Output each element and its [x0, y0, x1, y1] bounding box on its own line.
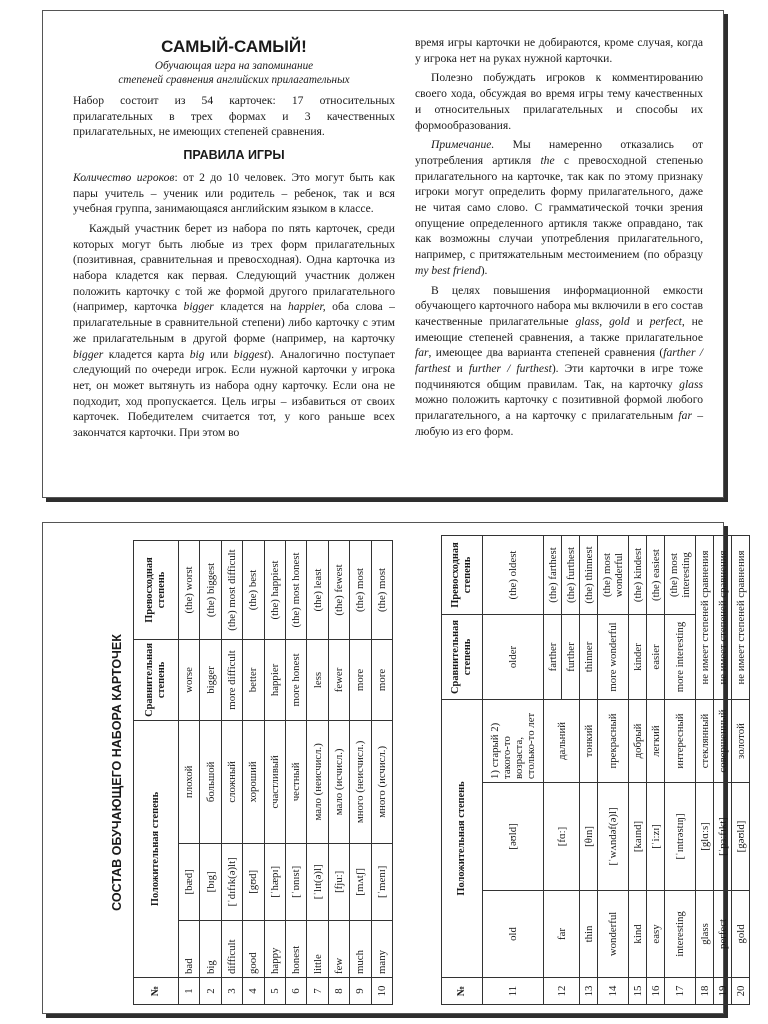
- table-cell: добрый: [629, 700, 647, 783]
- table-row: [371, 541, 392, 1005]
- table-cell: more difficult: [221, 640, 242, 721]
- table-cell: не имеет степеней сравнения: [696, 536, 714, 700]
- table-cell: old: [483, 890, 544, 977]
- left-column: [73, 37, 395, 441]
- table-cell: [ˈmenɪ]: [371, 843, 392, 920]
- text-span: further / furthest: [468, 362, 552, 376]
- text-span: farther / farthest: [415, 346, 703, 376]
- table-row: [544, 536, 562, 1005]
- continuation-paragraph: время игры карточки не добираются, кроме случая, когда у игрока нет на руках нужной карточки.: [415, 36, 703, 65]
- table-row: [598, 536, 629, 1005]
- table-cell: 15: [629, 978, 647, 1005]
- table-cell: [ˈlɪt(ə)l]: [307, 843, 328, 920]
- table-cell: easy: [647, 890, 665, 977]
- table-row: [200, 541, 221, 1005]
- table-cell: (the) worst: [179, 541, 200, 640]
- table-cell: little: [307, 920, 328, 977]
- table-cell: [bɪg]: [200, 843, 221, 920]
- table-cell: 7: [307, 978, 328, 1005]
- table-cell: много (исчисл.): [371, 720, 392, 843]
- text-span: bigger: [73, 347, 104, 361]
- table-cell: difficult: [221, 920, 242, 977]
- table-cell: (the) farthest: [544, 536, 562, 615]
- text-span: кладется карта: [108, 347, 185, 361]
- table-row: [221, 541, 242, 1005]
- text-span: можно положить карточку с позитивной формой любого прилагательного, а на карточку с прилагательным: [415, 393, 703, 423]
- table-cell: much: [350, 920, 371, 977]
- right-column: [415, 35, 703, 440]
- table-cell: 6: [285, 978, 306, 1005]
- table-cell: worse: [179, 640, 200, 721]
- table-cell: 12: [544, 978, 580, 1005]
- cards-table-1: [133, 540, 393, 1005]
- note-paragraph: [415, 137, 703, 278]
- players-paragraph: [73, 170, 395, 217]
- table-cell: [kaɪnd]: [629, 783, 647, 891]
- table-row: [285, 541, 306, 1005]
- col-num: №: [134, 978, 179, 1005]
- text-span: В целях повышения информационной емкости обучающего карточного набора мы включили в его состав качественные прилагательные: [415, 283, 703, 328]
- table-cell: older: [483, 615, 544, 700]
- col-positive: Положительная степень: [134, 720, 179, 977]
- table-cell: мало (исчисл.): [328, 720, 349, 843]
- table-cell: 13: [580, 978, 598, 1005]
- text-span: – любую из его форм.: [415, 409, 703, 438]
- table-row: [647, 536, 665, 1005]
- text-span: , имеющее два варианта степеней сравнения (: [428, 346, 664, 360]
- table-cell: совершенный: [714, 700, 732, 783]
- game-title: САМЫЙ-САМЫЙ!: [161, 37, 307, 56]
- table-cell: [gʊd]: [243, 843, 264, 920]
- table-cell: 8: [328, 978, 349, 1005]
- table-cell: thin: [580, 890, 598, 977]
- table-cell: less: [307, 640, 328, 721]
- text-span: , не имеющие степеней сравнения, а также прилагательное: [415, 314, 704, 344]
- table-row: [629, 536, 647, 1005]
- table-cell: bad: [179, 920, 200, 977]
- text-span: и: [456, 362, 463, 376]
- table-cell: 16: [647, 978, 665, 1005]
- table-cell: (the) kindest: [629, 536, 647, 615]
- table-cell: big: [200, 920, 221, 977]
- table-cell: золотой: [732, 700, 750, 783]
- table-cell: [ˈpɜːfɪkt]: [714, 783, 732, 891]
- table-cell: further: [562, 615, 580, 700]
- table-cell: more: [371, 640, 392, 721]
- text-span: the: [540, 153, 555, 167]
- table-cell: easier: [647, 615, 665, 700]
- table-cell: 10: [371, 978, 392, 1005]
- rules-heading: ПРАВИЛА ИГРЫ: [183, 148, 285, 163]
- table-cell: (the) most difficult: [221, 541, 242, 640]
- table-cell: не имеет степеней сравнения: [732, 536, 750, 700]
- table-cell: gold: [732, 890, 750, 977]
- col-positive: Положительная степень: [442, 700, 483, 978]
- text-span: glass: [679, 377, 703, 391]
- text-span: my best friend: [415, 263, 481, 277]
- table-cell: интересный: [665, 700, 696, 783]
- table-cell: (the) fewest: [328, 541, 349, 640]
- text-span: bigger: [183, 300, 214, 314]
- intro-paragraph: Набор состоит из 54 карточек: 17 относительных прилагательных в трех формах и 3 качественных прилагательных, не имеющих степеней сравнения.: [73, 94, 395, 139]
- table-cell: (the) easiest: [647, 536, 665, 615]
- table-cell: тонкий: [580, 700, 598, 783]
- table-cell: 1: [179, 978, 200, 1005]
- table-cell: (the) thinnest: [580, 536, 598, 615]
- table-cell: kinder: [629, 615, 647, 700]
- table-cell: (the) most wonderful: [598, 536, 629, 615]
- table-cell: (the) most interesting: [665, 536, 696, 615]
- col-comparative: Сравнительная степень: [134, 640, 179, 721]
- text-span: Каждый участник берет из набора по пять карточек, среди которых могут быть любые из трех форм прилагательных (позитивная, сравнительная и превосходная). Одна карточка из набора кладется как первая. Следующий участник должен положить карточку с той же формой другого прилагательного (например, карточка: [73, 221, 395, 314]
- subtitle-line-2: степеней сравнения английских прилагательных: [118, 74, 350, 86]
- commentary-paragraph: Полезно побуждать игроков к комментированию своего хода, обсуждая во время игры тему качественных и относительных прилагательных и способы их формообразования.: [415, 71, 703, 132]
- players-label: Количество игроков: [73, 170, 175, 184]
- table-cell: 5: [264, 978, 285, 1005]
- rule-paragraph: [73, 221, 395, 441]
- table-row: [714, 536, 732, 1005]
- table-cell: honest: [285, 920, 306, 977]
- table-cell: [ˈiːzɪ]: [647, 783, 665, 891]
- table-cell: честный: [285, 720, 306, 843]
- table-cell: сложный: [221, 720, 242, 843]
- table-cell: 20: [732, 978, 750, 1005]
- table-cell: wonderful: [598, 890, 629, 977]
- table-cell: мало (неисчисл.): [307, 720, 328, 843]
- table-cell: 14: [598, 978, 629, 1005]
- text-span: ). Эти карточки в игре тоже подчиняются общим правилам. Так, на карточку: [415, 362, 703, 391]
- table-cell: (the) biggest: [200, 541, 221, 640]
- table-cell: 17: [665, 978, 696, 1005]
- table-row: [307, 541, 328, 1005]
- table-cell: [fɑː]: [544, 783, 580, 891]
- table-row: [264, 541, 285, 1005]
- table-cell: 19: [714, 978, 732, 1005]
- text-span: far: [678, 409, 692, 423]
- col-comparative: Сравнительная степень: [442, 615, 483, 700]
- table-cell: (the) best: [243, 541, 264, 640]
- table-cell: [mʌtʃ]: [350, 843, 371, 920]
- table-cell: perfect: [714, 890, 732, 977]
- table-cell: хороший: [243, 720, 264, 843]
- table-cell: more: [350, 640, 371, 721]
- text-span: big: [189, 347, 205, 361]
- table-cell: [glɑːs]: [696, 783, 714, 891]
- text-span: glass, gold: [575, 314, 630, 328]
- table-cell: [fjuː]: [328, 843, 349, 920]
- cards-table-page: [42, 522, 747, 1014]
- table-cell: [ˈɪntrəstɪŋ]: [665, 783, 696, 891]
- text-span: ). Аналогично поступает следующий по очереди игрок. Если нужной карточки у игрока нет, он может вытянуть из набора одну карточку. Если она не подходит, ход пропускается. Цель игры – избавиться от своих карточек. Победителем считается тот, у кого раньше всех закончатся карточки. При этом во: [73, 347, 395, 440]
- rules-page: [42, 10, 724, 498]
- table-row: [580, 536, 598, 1005]
- table-cell: many: [371, 920, 392, 977]
- text-span: кладется на: [220, 300, 282, 314]
- table-cell: happier: [264, 640, 285, 721]
- table-cell: [ˈwʌndəf(ə)l]: [598, 783, 629, 891]
- table-cell: прекрасный: [598, 700, 629, 783]
- text-span: оба слова – прилагательные в сравнительной степени) либо карточку с этим же прилагательным в другой форме (например, на карточку: [73, 300, 395, 345]
- table-cell: много (неисчисл.): [350, 720, 371, 843]
- table-cell: [gəʊld]: [732, 783, 750, 891]
- text-span: perfect: [649, 314, 682, 328]
- col-num: №: [442, 978, 483, 1005]
- text-span: и: [636, 314, 643, 328]
- table-row: [350, 541, 371, 1005]
- table-cell: 11: [483, 978, 544, 1005]
- table-cell: [bæd]: [179, 843, 200, 920]
- table-cell: 18: [696, 978, 714, 1005]
- table-cell: стеклянный: [696, 700, 714, 783]
- table-cell: (the) least: [307, 541, 328, 640]
- table-cell: (the) most honest: [285, 541, 306, 640]
- table-cell: [əʊld]: [483, 783, 544, 891]
- table-cell: (the) most: [371, 541, 392, 640]
- table-cell: большой: [200, 720, 221, 843]
- table-cell: happy: [264, 920, 285, 977]
- table-row: [483, 536, 544, 1005]
- table-cell: [ˈdɪfɪk(ə)lt]: [221, 843, 242, 920]
- text-span: happier,: [287, 300, 326, 314]
- table-cell: легкий: [647, 700, 665, 783]
- table-cell: 3: [221, 978, 242, 1005]
- table-cell: 2: [200, 978, 221, 1005]
- subtitle-line-1: Обучающая игра на запоминание: [154, 60, 314, 72]
- text-span: ).: [480, 263, 488, 277]
- game-subtitle: [73, 59, 395, 87]
- table-part-1: [103, 540, 395, 1005]
- table-cell: счастливый: [264, 720, 285, 843]
- table-cell: interesting: [665, 890, 696, 977]
- table-cell: (the) furthest: [562, 536, 580, 615]
- table-cell: [θɪn]: [580, 783, 598, 891]
- table-cell: (the) happiest: [264, 541, 285, 640]
- table-cell: не имеет степеней сравнения: [714, 536, 732, 700]
- text-span: или: [210, 347, 229, 361]
- col-superlative: Превосходная степень: [442, 536, 483, 615]
- table-row: [665, 536, 696, 1005]
- table-cell: more wonderful: [598, 615, 629, 700]
- table-row: [696, 536, 714, 1005]
- table-cell: плохой: [179, 720, 200, 843]
- text-span: biggest: [233, 347, 268, 361]
- note-label: Примечание.: [431, 138, 495, 152]
- table-cell: fewer: [328, 640, 349, 721]
- table-cell: kind: [629, 890, 647, 977]
- table-cell: bigger: [200, 640, 221, 721]
- table-cell: thinner: [580, 615, 598, 700]
- table-cell: more honest: [285, 640, 306, 721]
- table-part-2: [441, 535, 747, 1005]
- col-superlative: Превосходная степень: [134, 541, 179, 640]
- table-cell: better: [243, 640, 264, 721]
- table-cell: few: [328, 920, 349, 977]
- table-row: [179, 541, 200, 1005]
- table-cell: far: [544, 890, 580, 977]
- table-cell: farther: [544, 615, 562, 700]
- table-cell: (the) oldest: [483, 536, 544, 615]
- table-cell: 9: [350, 978, 371, 1005]
- table-title: СОСТАВ ОБУЧАЮЩЕГО НАБОРА КАРТОЧЕК: [110, 634, 124, 911]
- table-row: [328, 541, 349, 1005]
- table-row: [732, 536, 750, 1005]
- text-span: far: [415, 346, 429, 360]
- text-span: Мы намеренно отказались от употребления артикля: [415, 138, 703, 167]
- table-cell: (the) most: [350, 541, 371, 640]
- players-text: : от 2 до 10 человек. Это могут быть как пары учитель – ученик или родитель – ребенок, так и вся учебная группа, занимающаяся английским языком в классе.: [73, 170, 395, 216]
- table-cell: 4: [243, 978, 264, 1005]
- table-cell: [ˈɒnɪst]: [285, 843, 306, 920]
- table-cell: 1) старый 2) такого-то возраста, столько-то лет: [483, 700, 544, 783]
- table-cell: good: [243, 920, 264, 977]
- table-cell: дальний: [544, 700, 580, 783]
- table-cell: more interesting: [665, 615, 696, 700]
- text-span: с превосходной степенью прилагательного на карточке, так как по этому признаку игроки могут определить форму прилагательного, даже не читая само слово. С грамматической точки зрения опущение определенного артикля также оправдано, так как возможны случаи употребления прилагательного, например, с притяжательным местоимением (по образцу: [415, 153, 703, 262]
- table-row: [243, 541, 264, 1005]
- table-cell: glass: [696, 890, 714, 977]
- table-cell: [ˈhæpɪ]: [264, 843, 285, 920]
- extension-paragraph: [415, 283, 703, 440]
- cards-table-2: [441, 535, 750, 1005]
